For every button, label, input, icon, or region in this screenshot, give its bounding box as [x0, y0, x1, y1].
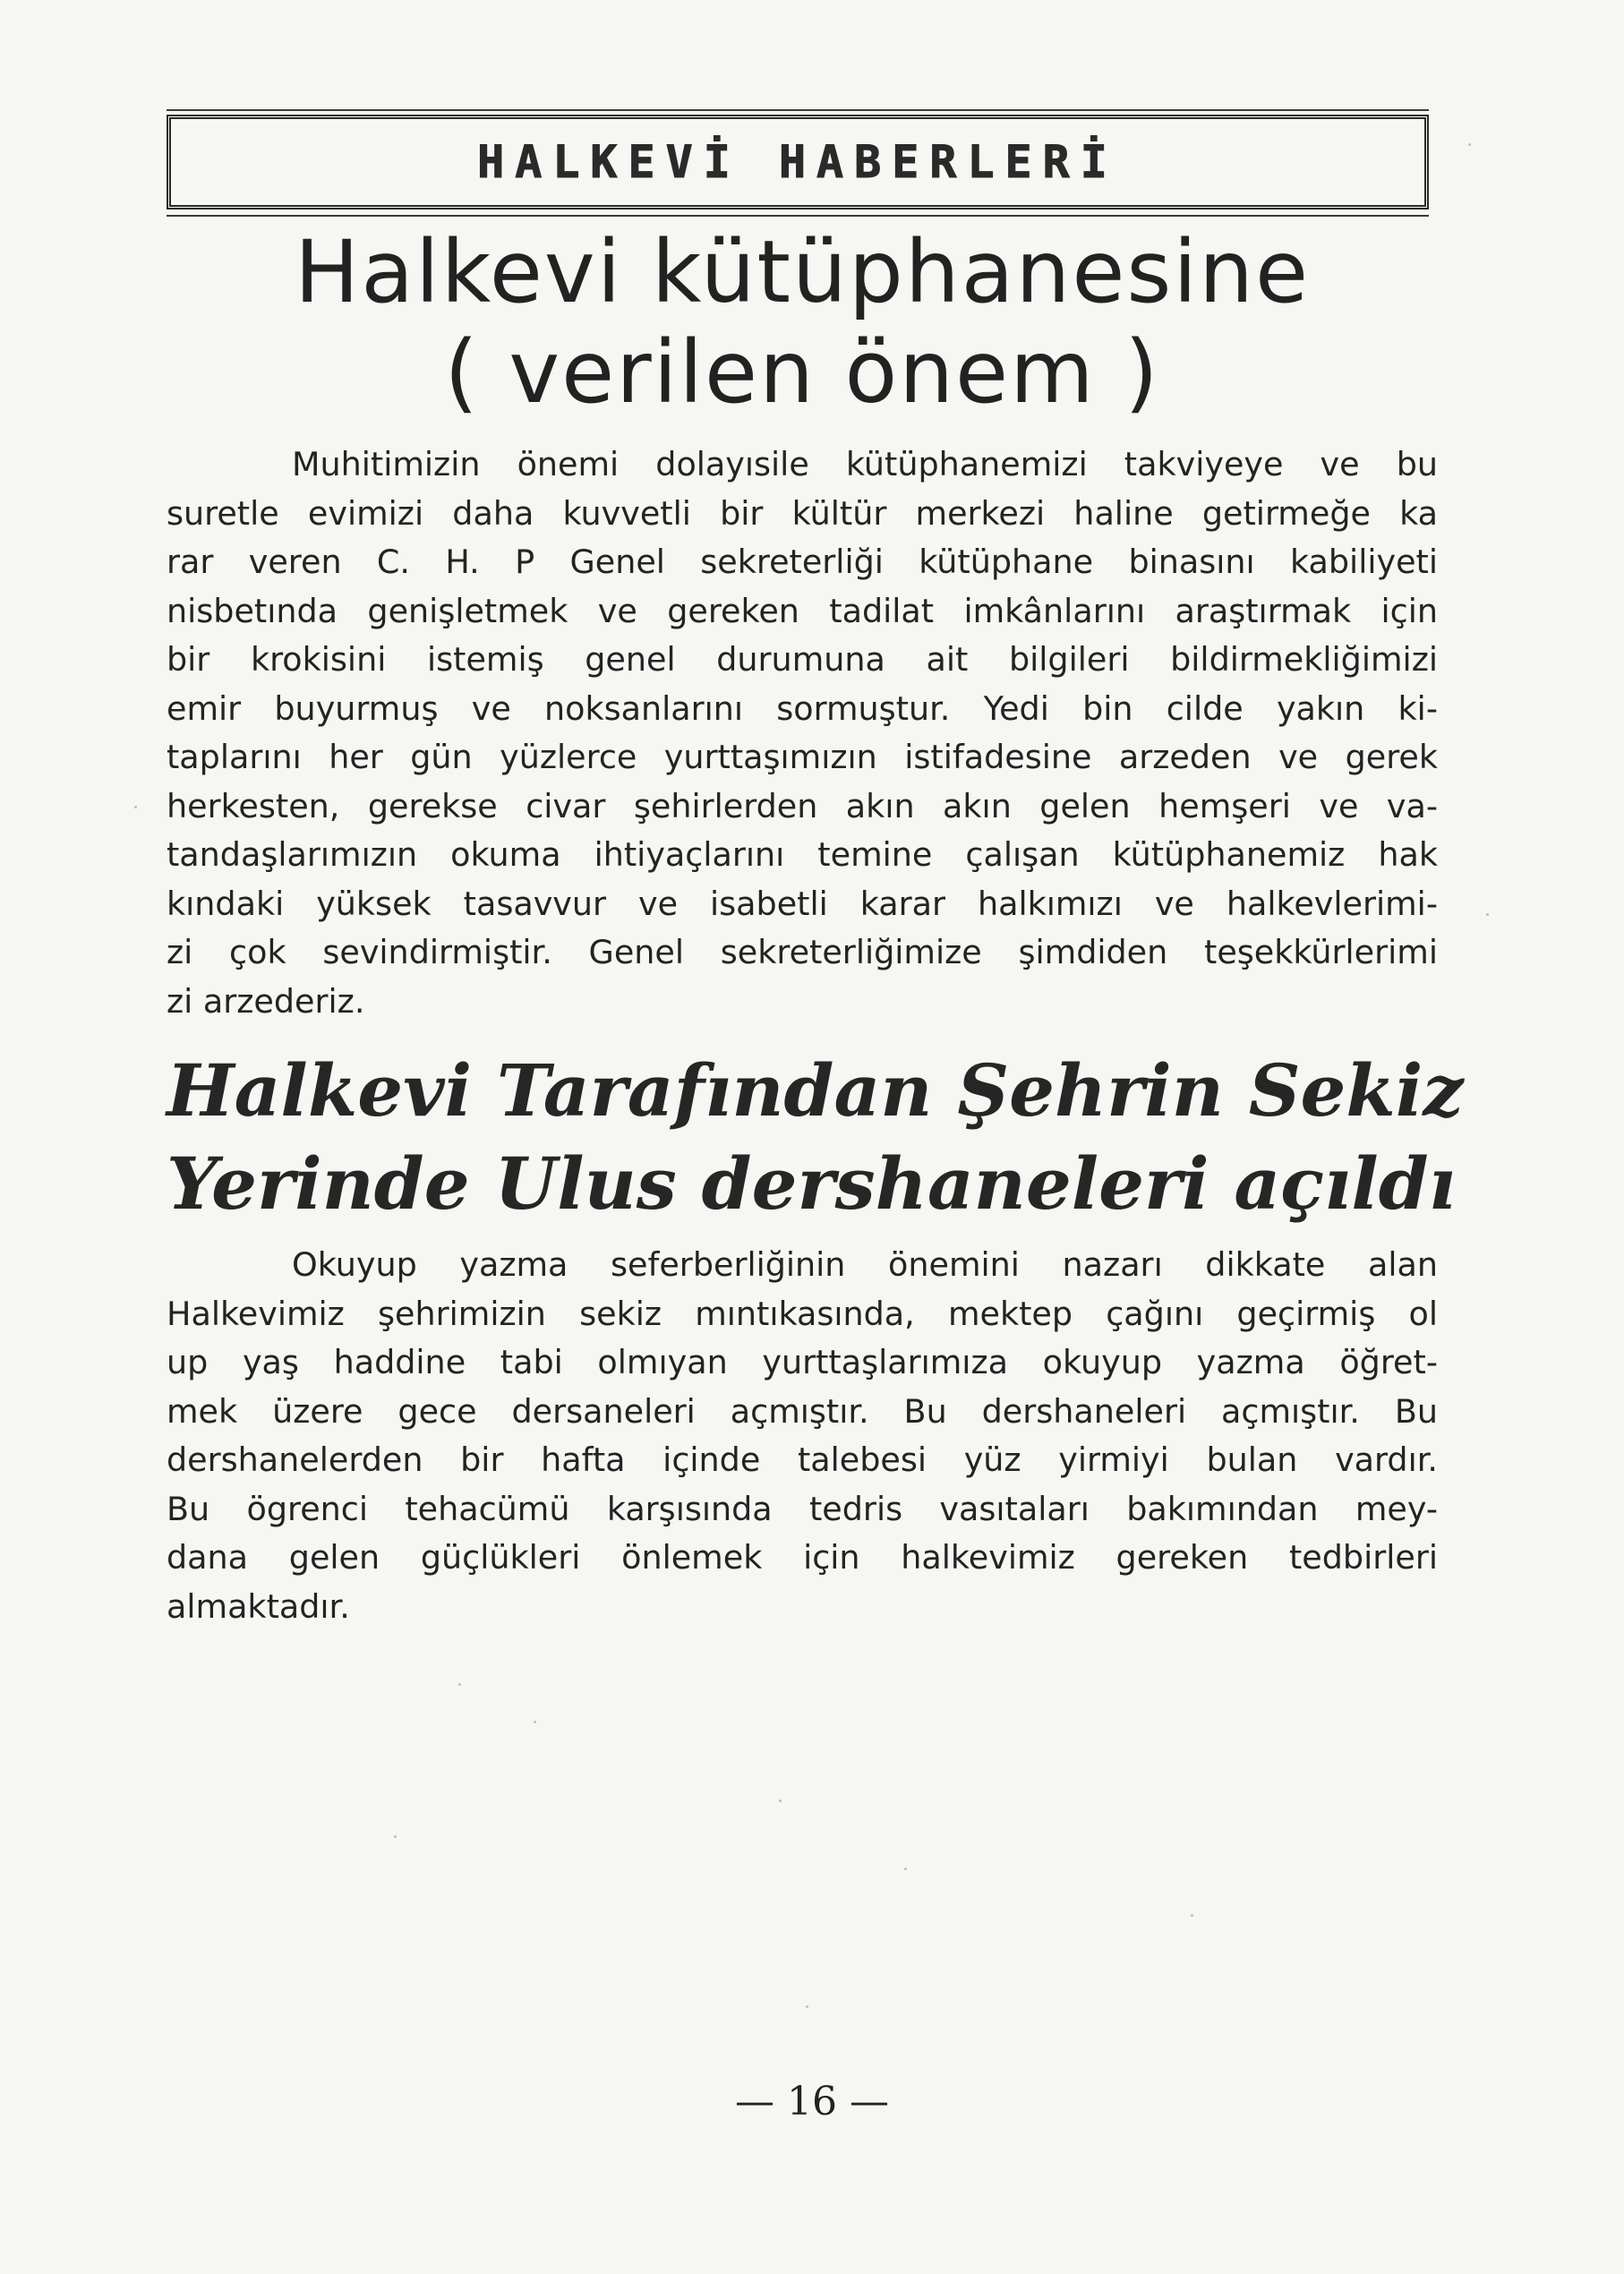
- article-title-line: Halkevi Tarafından Şehrin Sekiz: [167, 1048, 1464, 1133]
- text-line: zi çok sevindirmiştir. Genel sekreterliğimize şimdiden teşekkürlerimi: [167, 933, 1438, 971]
- text-line: taplarını her gün yüzlerce yurttaşımızın istifadesine arzeden ve gerek: [167, 738, 1438, 776]
- article-title: [167, 222, 1438, 423]
- text-line: zi arzederiz.: [167, 981, 365, 1021]
- text-line: nisbetında genişletmek ve gereken tadilat imkânlarını araştırmak için: [167, 591, 1438, 630]
- paper-speck: [1486, 913, 1489, 916]
- text-line: mek üzere gece dersaneleri açmıştır. Bu dershaneleri açmıştır. Bu: [167, 1391, 1438, 1431]
- header-rule: [167, 109, 1429, 111]
- header-rule: [167, 215, 1429, 217]
- text-line: tandaşlarımızın okuma ihtiyaçlarını temine çalışan kütüphanemiz hak: [167, 835, 1438, 874]
- text-line: Muhitimizin önemi dolayısile kütüphanemizi takviyeye ve bu: [292, 445, 1438, 483]
- text-line: rar veren C. H. P Genel sekreterliği kütüphane binasını kabiliyeti: [167, 543, 1438, 581]
- text-line: dershanelerden bir hafta içinde talebesi yüz yirmiyi bulan vardır.: [167, 1440, 1438, 1479]
- text-line: kındaki yüksek tasavvur ve isabetli karar halkımızı ve halkevlerimi-: [167, 884, 1438, 923]
- text-line: almaktadır.: [167, 1586, 350, 1626]
- text-line: Bu ögrenci tehacümü karşısında tedris vasıtaları bakımından mey-: [167, 1489, 1438, 1528]
- paper-speck: [904, 1868, 907, 1870]
- paper-speck: [1191, 1914, 1193, 1917]
- paper-speck: [534, 1721, 536, 1723]
- text-line: herkesten, gerekse civar şehirlerden akın akın gelen hemşeri ve va-: [167, 786, 1438, 825]
- article-title: [167, 1044, 1464, 1230]
- article-title-line: ( verilen önem ): [444, 322, 1160, 423]
- article-title-line: Halkevi kütüphanesine: [295, 222, 1310, 322]
- text-line: Okuyup yazma seferberliğinin önemini nazarı dikkate alan: [292, 1245, 1438, 1284]
- paper-speck: [806, 2005, 808, 2008]
- header-banner: [167, 115, 1429, 209]
- text-line: dana gelen güçlükleri önlemek için halkevimiz gereken tedbirleri: [167, 1538, 1438, 1577]
- page-number: — 16 —: [735, 2079, 889, 2124]
- paper-speck: [1468, 143, 1471, 146]
- paper-speck: [458, 1683, 461, 1686]
- banner-title: HALKEVİ HABERLERİ: [477, 136, 1118, 188]
- text-line: up yaş haddine tabi olmıyan yurttaşlarımıza okuyup yazma öğret-: [167, 1343, 1438, 1381]
- text-line: bir krokisini istemiş genel durumuna ait bilgileri bildirmekliğimizi: [167, 640, 1438, 679]
- article-title-line: Yerinde Ulus dershaneleri açıldı: [167, 1141, 1457, 1226]
- article-body: [167, 440, 1438, 1026]
- text-line: suretle evimizi daha kuvvetli bir kültür merkezi haline getirmeğe ka: [167, 493, 1438, 533]
- paper-speck: [394, 1835, 397, 1838]
- paper-speck: [134, 806, 137, 808]
- text-line: Halkevimiz şehrimizin sekiz mıntıkasında, mektep çağını geçirmiş ol: [167, 1294, 1438, 1333]
- text-line: emir buyurmuş ve noksanlarını sormuştur. Yedi bin cilde yakın ki-: [167, 688, 1438, 728]
- article-body: [167, 1241, 1438, 1631]
- paper-speck: [779, 1800, 782, 1802]
